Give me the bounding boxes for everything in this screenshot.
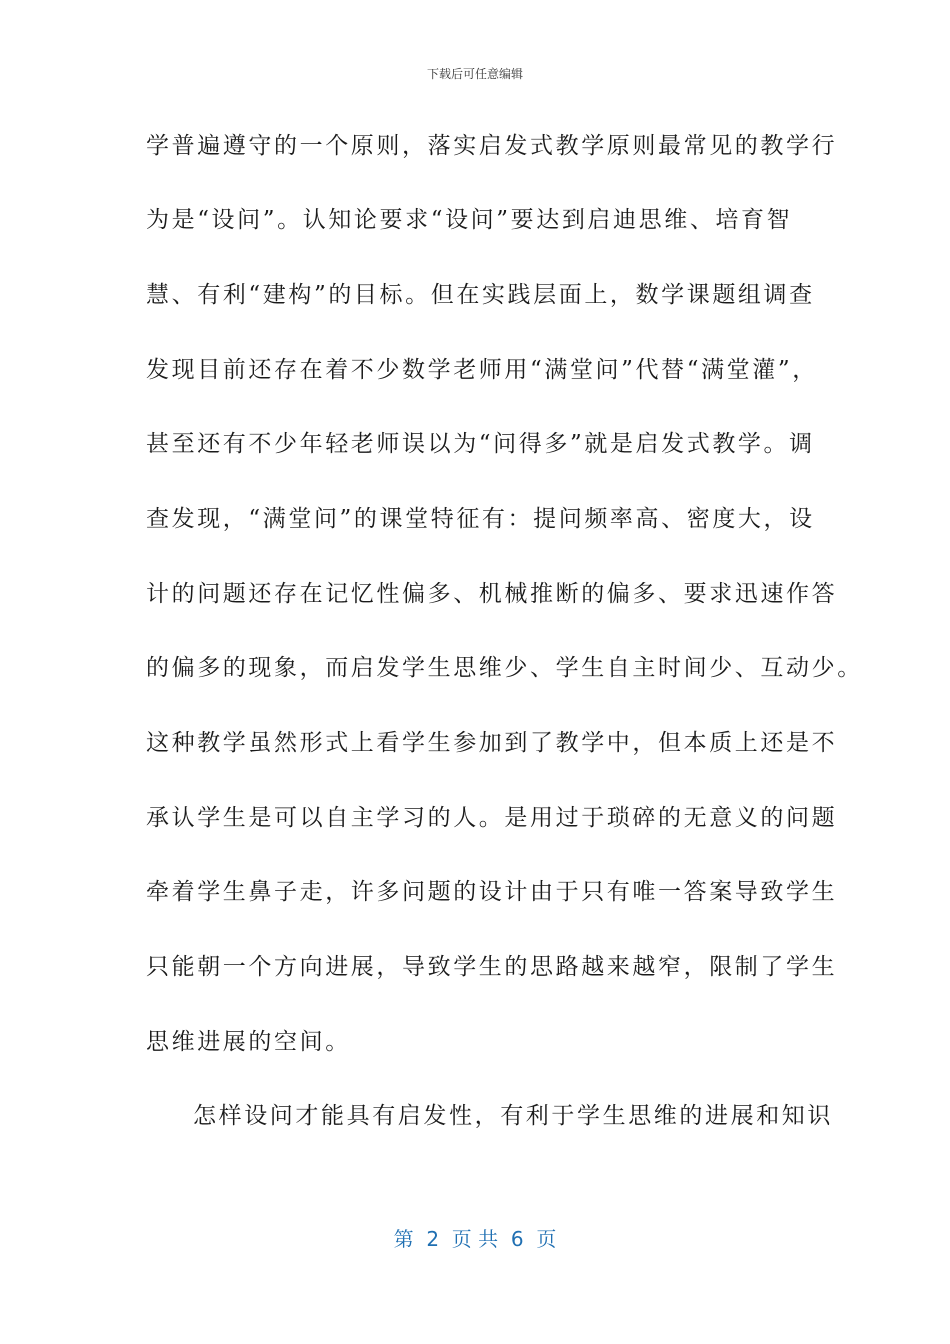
page-header: 下载后可任意编辑	[426, 67, 523, 81]
body-line: 查发现，“满堂问”的课堂特征有：提问频率高、密度大，设	[146, 506, 815, 532]
body-line: 承认学生是可以自主学习的人。是用过于琐碎的无意义的问题	[146, 805, 838, 831]
body-line: 思维进展的空间。	[146, 1029, 351, 1055]
body-line: 发现目前还存在着不少数学老师用“满堂问”代替“满堂灌”，	[146, 357, 818, 383]
body-line: 慧、有利“建构”的目标。但在实践层面上，数学课题组调查	[146, 282, 815, 308]
body-line: 这种教学虽然形式上看学生参加到了教学中，但本质上还是不	[146, 730, 838, 756]
body-line: 计的问题还存在记忆性偏多、机械推断的偏多、要求迅速作答	[146, 581, 838, 607]
body-line: 的偏多的现象，而启发学生思维少、学生自主时间少、互动少。	[146, 655, 863, 681]
body-line: 学普遍遵守的一个原则，落实启发式教学原则最常见的教学行	[146, 133, 838, 159]
body-line: 只能朝一个方向进展，导致学生的思路越来越窄，限制了学生	[146, 954, 838, 980]
body-line: 牵着学生鼻子走，许多问题的设计由于只有唯一答案导致学生	[146, 879, 838, 905]
page-number-footer: 第 2 页 共 6 页	[393, 1227, 557, 1251]
body-line: 为是“设问”。认知论要求“设问”要达到启迪思维、培育智	[146, 207, 793, 233]
body-line: 甚至还有不少年轻老师误以为“问得多”就是启发式教学。调	[146, 431, 815, 457]
body-line-indented: 怎样设问才能具有启发性，有利于学生思维的进展和知识	[193, 1103, 833, 1129]
